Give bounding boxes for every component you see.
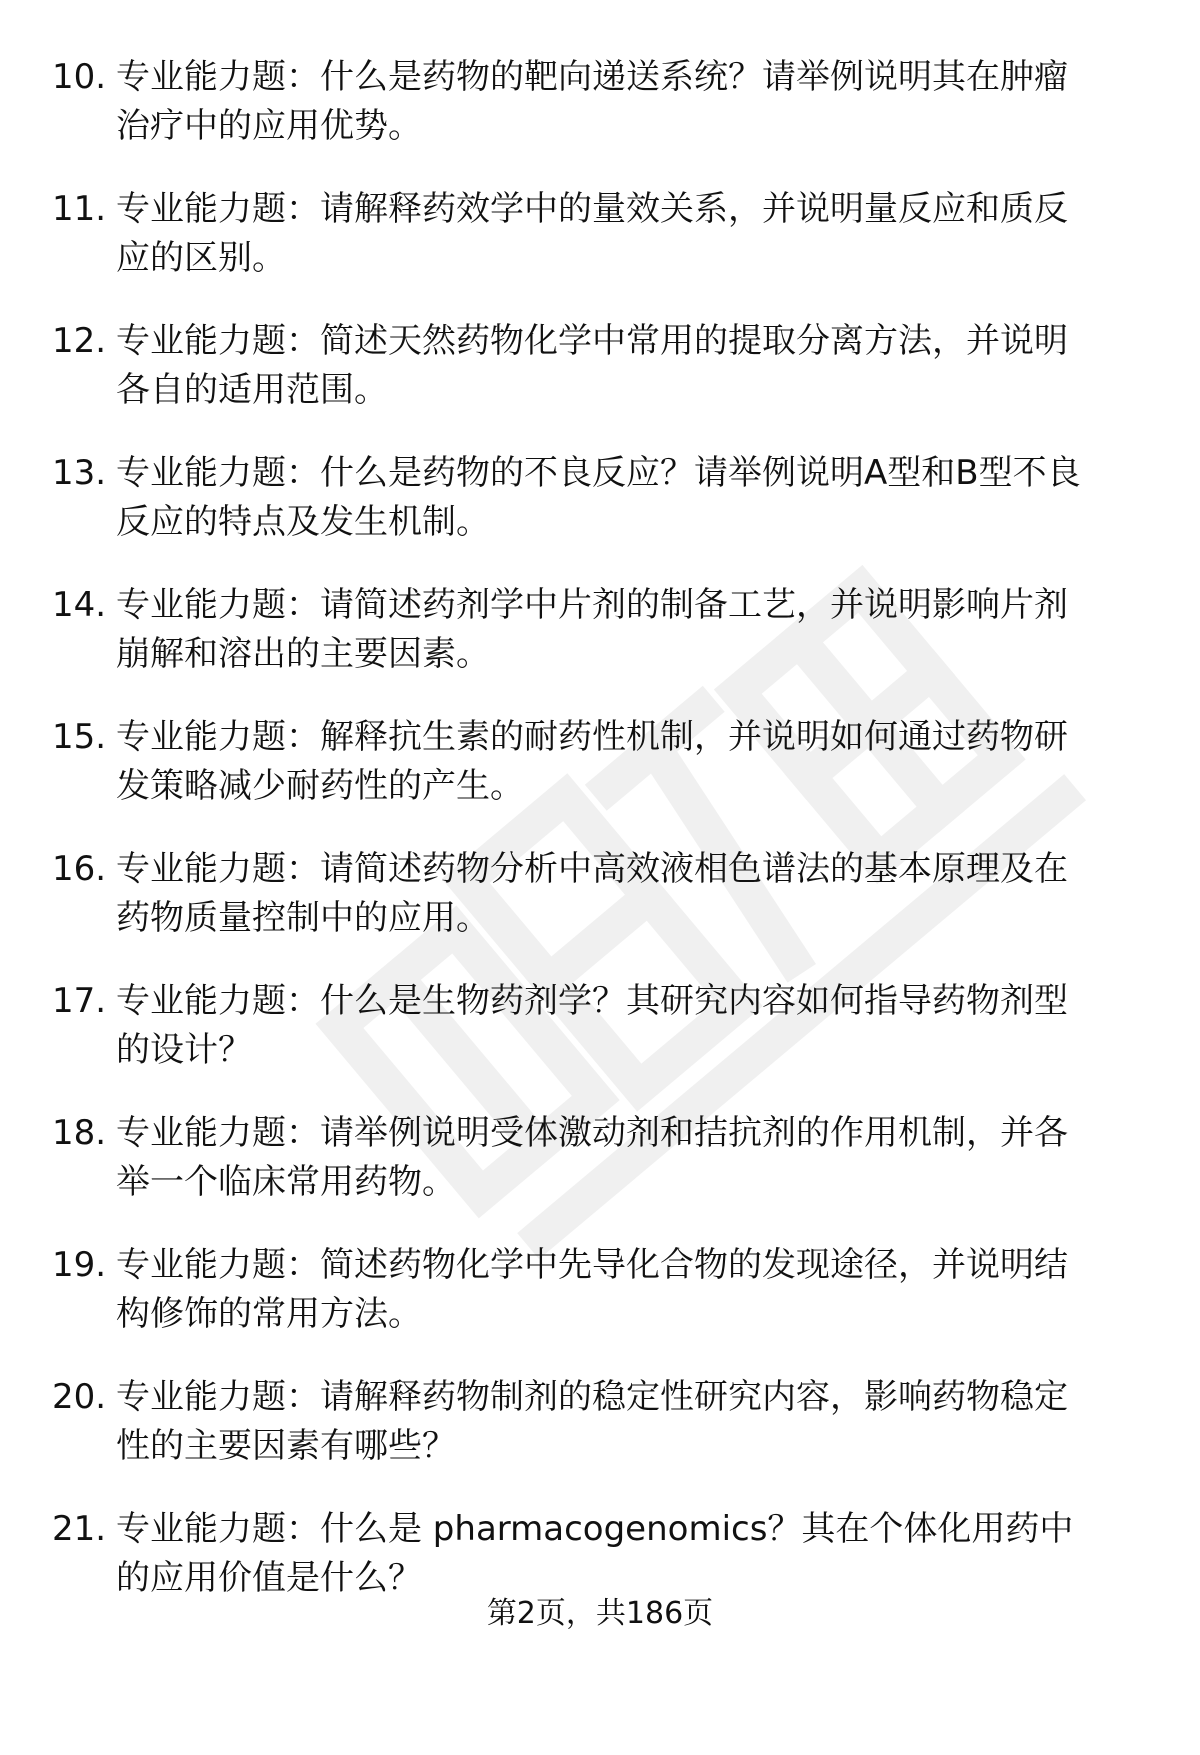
- question-item: [0, 1373, 1200, 1505]
- question-number: 12.: [52, 321, 107, 361]
- question-number: 11.: [52, 189, 107, 229]
- question-item: [0, 449, 1200, 581]
- question-text: [116, 845, 1116, 943]
- question-line: 举一个临床常用药物。: [116, 1162, 456, 1202]
- question-item: [0, 1109, 1200, 1241]
- question-number: 21.: [52, 1509, 107, 1549]
- question-item: [0, 185, 1200, 317]
- question-number: 17.: [52, 981, 107, 1021]
- question-item: [0, 713, 1200, 845]
- question-line: 治疗中的应用优势。: [116, 106, 422, 146]
- question-item: [0, 53, 1200, 185]
- question-line: 专业能力题：简述药物化学中先导化合物的发现途径，并说明结: [116, 1245, 1068, 1285]
- question-line: 性的主要因素有哪些？: [116, 1426, 456, 1466]
- question-text: [116, 53, 1116, 151]
- question-line: 专业能力题：请举例说明受体激动剂和拮抗剂的作用机制，并各: [116, 1113, 1068, 1153]
- question-number: 13.: [52, 453, 107, 493]
- question-text: [116, 317, 1116, 415]
- question-text: [116, 185, 1116, 283]
- question-number: 10.: [52, 57, 107, 97]
- question-line: 专业能力题：请简述药剂学中片剂的制备工艺，并说明影响片剂: [116, 585, 1068, 625]
- question-line: 反应的特点及发生机制。: [116, 502, 490, 542]
- question-line: 专业能力题：简述天然药物化学中常用的提取分离方法，并说明: [116, 321, 1068, 361]
- question-line: 专业能力题：什么是药物的靶向递送系统？请举例说明其在肿瘤: [116, 57, 1068, 97]
- question-line: 的应用价值是什么？: [116, 1558, 422, 1598]
- question-line: 专业能力题：什么是生物药剂学？其研究内容如何指导药物剂型: [116, 981, 1068, 1021]
- question-text: [116, 449, 1116, 547]
- question-text: [116, 1241, 1116, 1339]
- question-line: 发策略减少耐药性的产生。: [116, 766, 524, 806]
- question-number: 19.: [52, 1245, 107, 1285]
- question-text: [116, 581, 1116, 679]
- question-text: [116, 1505, 1116, 1603]
- question-text: [116, 977, 1116, 1075]
- question-line: 的设计？: [116, 1030, 252, 1070]
- question-text: [116, 1373, 1116, 1471]
- question-text: [116, 713, 1116, 811]
- question-number: 20.: [52, 1377, 107, 1417]
- question-line: 各自的适用范围。: [116, 370, 388, 410]
- question-line: 专业能力题：请简述药物分析中高效液相色谱法的基本原理及在: [116, 849, 1068, 889]
- question-line: 专业能力题：什么是药物的不良反应？请举例说明A型和B型不良: [116, 453, 1081, 493]
- question-number: 16.: [52, 849, 107, 889]
- question-item: [0, 317, 1200, 449]
- question-line: 专业能力题：请解释药物制剂的稳定性研究内容，影响药物稳定: [116, 1377, 1068, 1417]
- question-line: 构修饰的常用方法。: [116, 1294, 422, 1334]
- page-number-footer: 第2页，共186页: [486, 1596, 714, 1631]
- question-item: [0, 1241, 1200, 1373]
- question-item: [0, 581, 1200, 713]
- question-number: 18.: [52, 1113, 107, 1153]
- question-line: 专业能力题：请解释药效学中的量效关系，并说明量反应和质反: [116, 189, 1068, 229]
- question-item: [0, 845, 1200, 977]
- question-line: 专业能力题：什么是 pharmacogenomics？其在个体化用药中: [116, 1509, 1074, 1549]
- question-line: 专业能力题：解释抗生素的耐药性机制，并说明如何通过药物研: [116, 717, 1068, 757]
- question-line: 药物质量控制中的应用。: [116, 898, 490, 938]
- question-number: 15.: [52, 717, 107, 757]
- question-line: 应的区别。: [116, 238, 286, 278]
- question-line: 崩解和溶出的主要因素。: [116, 634, 490, 674]
- question-item: [0, 977, 1200, 1109]
- question-text: [116, 1109, 1116, 1207]
- question-list: [0, 53, 1200, 1637]
- question-number: 14.: [52, 585, 107, 625]
